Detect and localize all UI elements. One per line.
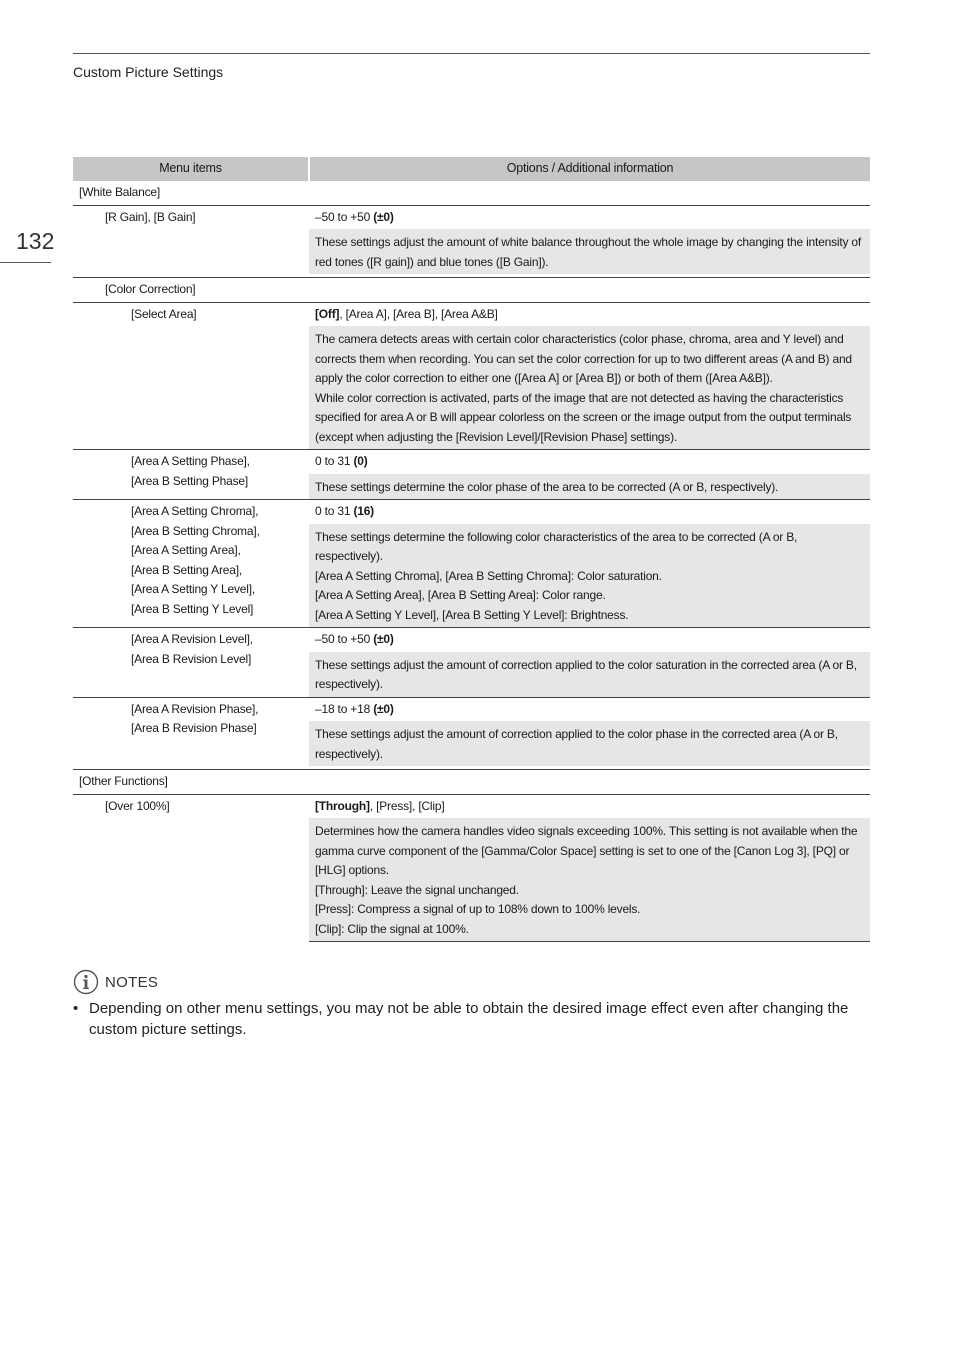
item-line: [Area B Setting Phase]: [131, 473, 249, 488]
table-row: [73, 628, 870, 652]
item-over-100: [Over 100%]: [73, 794, 309, 942]
options-revision-level: [309, 628, 870, 652]
range-text: –50 to +50: [315, 209, 374, 224]
item-line: [Area B Revision Level]: [131, 651, 252, 666]
table-row: [73, 500, 870, 524]
info-setting-phase: These settings determine the color phase of the area to be corrected (A or B, respectively).: [309, 474, 870, 500]
table-row: [73, 302, 870, 326]
bullet: •: [73, 1000, 79, 1017]
info-paragraph: [Area A Setting Chroma], [Area B Setting Chroma]: Color saturation.: [315, 568, 662, 583]
range-text: 0 to 31: [315, 454, 354, 468]
options-rb-gain: [309, 205, 870, 229]
table-row: [73, 794, 870, 818]
default-value: (0): [353, 454, 368, 468]
item-line: [Area B Setting Y Level]: [131, 601, 254, 616]
item-select-area: [Select Area]: [73, 302, 309, 450]
section-other-functions: [Other Functions]: [73, 770, 870, 795]
range-text: 0 to 31: [315, 504, 354, 518]
info-revision-level: These settings adjust the amount of correction applied to the color saturation in the corrected area (A or B, respectively).: [309, 652, 870, 698]
info-paragraph: [Clip]: Clip the signal at 100%.: [315, 921, 469, 936]
running-head: Custom Picture Settings: [73, 64, 224, 80]
info-paragraph: These settings determine the following color characteristics of the area to be corrected (A or B, respectively).: [315, 529, 798, 563]
item-line: [Area A Revision Phase],: [131, 701, 259, 716]
info-paragraph: Determines how the camera handles video signals exceeding 100%. This setting is not available when the gamma curve component of the [Gamma/Color Space] setting is set to one of the [Canon Log 3], [PQ] or [HLG] options.: [315, 824, 858, 877]
table-row: [73, 697, 870, 721]
default-value: (±0): [373, 632, 394, 646]
item-line: [Area B Setting Chroma],: [131, 523, 260, 538]
info-paragraph: While color correction is activated, parts of the image that are not detected as having the characteristics specified for area A or B will appear colorless on the screen or the image output from the output terminals (except when adjusting the [Revision Level]/[Revision Phase] settings).: [315, 390, 852, 444]
item-setting-phase: [73, 450, 309, 500]
item-line: [Area A Setting Y Level],: [131, 582, 255, 596]
section-white-balance: [White Balance]: [79, 185, 161, 199]
table-header-row: [73, 157, 870, 181]
range-text: –18 to +18: [315, 701, 374, 716]
info-revision-phase: These settings adjust the amount of correction applied to the color phase in the corrected area (A or B, respectively).: [309, 721, 870, 766]
options-setting-phase: [309, 450, 870, 474]
table-row: [73, 181, 870, 205]
info-paragraph: [Through]: Leave the signal unchanged.: [315, 882, 519, 897]
notes-section: [73, 968, 870, 1040]
item-line: [Area B Revision Phase]: [131, 721, 257, 735]
info-paragraph: [Area A Setting Y Level], [Area B Setting Y Level]: Brightness.: [315, 607, 629, 622]
options-select-area: [309, 302, 870, 326]
section-color-correction: [Color Correction]: [73, 278, 870, 303]
table-row: [73, 205, 870, 229]
default-value: (±0): [373, 701, 394, 716]
options-text: , [Area A], [Area B], [Area A&B]: [339, 306, 498, 321]
default-value: (±0): [373, 209, 394, 224]
info-icon: [73, 969, 99, 995]
info-setting-chroma: [309, 524, 870, 628]
options-over-100: [309, 794, 870, 818]
page-number-rule: [0, 262, 51, 263]
options-setting-chroma: [309, 500, 870, 524]
table-row: [73, 770, 870, 795]
item-line: [Area A Setting Chroma],: [131, 504, 259, 518]
note-text: Depending on other menu settings, you may not be able to obtain the desired image effect even after changing the custom picture settings.: [89, 1000, 849, 1038]
col-header-menu: Menu items: [73, 157, 309, 181]
item-line: [Area A Setting Phase],: [131, 454, 250, 468]
info-paragraph: The camera detects areas with certain color characteristics (color phase, chroma, area and Y level) and corrects them when recording. You can set the color correction for up to two different areas (A and B) and apply the color correction to either one ([Area A] or [Area B]) or both of them ([Area A&B]).: [315, 332, 852, 385]
item-revision-level: [73, 628, 309, 698]
note-item: [73, 998, 849, 1040]
table-row: [73, 278, 870, 303]
range-text: –50 to +50: [315, 632, 374, 646]
table-row: [73, 450, 870, 474]
item-line: [Area A Setting Area],: [131, 543, 241, 557]
info-paragraph: [Area A Setting Area], [Area B Setting Area]: Color range.: [315, 588, 606, 602]
info-over-100: [309, 818, 870, 942]
item-line: [Area B Setting Area],: [131, 562, 243, 577]
item-rb-gain: [R Gain], [B Gain]: [73, 205, 309, 274]
options-text: , [Press], [Clip]: [369, 798, 445, 813]
info-select-area: [309, 326, 870, 450]
item-line: [Area A Revision Level],: [131, 632, 253, 646]
notes-title: NOTES: [105, 973, 159, 991]
default-value: [Off]: [315, 306, 340, 321]
info-paragraph: [Press]: Compress a signal of up to 108% down to 100% levels.: [315, 902, 641, 916]
options-revision-phase: [309, 697, 870, 721]
col-header-options: Options / Additional information: [309, 157, 870, 181]
settings-table: [73, 157, 870, 942]
item-setting-chroma: [73, 500, 309, 628]
default-value: [Through]: [315, 798, 370, 813]
default-value: (16): [353, 504, 374, 518]
page-number: 132: [16, 228, 55, 254]
item-revision-phase: [73, 697, 309, 766]
notes-header: [73, 968, 870, 996]
info-rb-gain: These settings adjust the amount of white balance throughout the whole image by changing the intensity of red tones ([R gain]) and blue tones ([B Gain]).: [309, 229, 870, 274]
top-rule: [73, 53, 870, 54]
